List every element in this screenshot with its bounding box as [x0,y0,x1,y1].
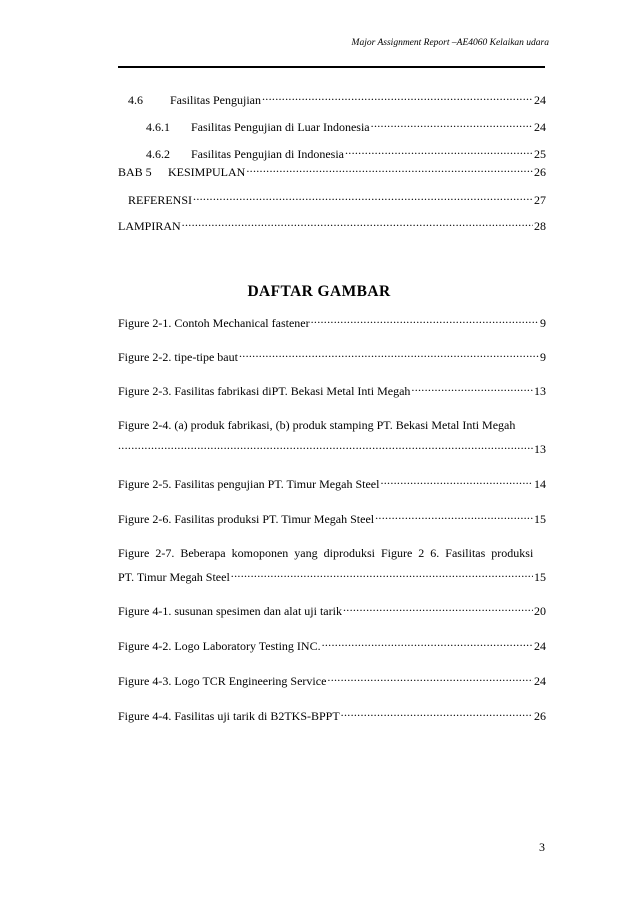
figure-leader [322,638,533,650]
figure-entry [118,511,546,527]
toc-number: 4.6.1 [146,120,170,134]
toc-page: 26 [534,165,546,179]
figure-page: 9 [540,350,546,364]
toc-leader [371,119,533,131]
figure-entry [118,349,546,365]
figure-caption-text: Figure 2-7. Beberapa komoponen yang diproduksi Figure 2 6. Fasilitas produksi [118,546,534,560]
figure-leader [311,315,539,327]
toc-page: 24 [534,120,546,134]
figure-entry [118,569,546,585]
toc-number: BAB 5 [118,165,152,179]
toc-entry [118,164,546,180]
toc-page: 27 [534,193,546,207]
toc-leader [182,218,533,230]
figure-page: 15 [534,570,546,584]
figures-heading: DAFTAR GAMBAR [247,283,391,300]
figure-page: 24 [534,674,546,688]
figure-caption-line: Figure 2-4. (a) produk fabrikasi, (b) produk stamping PT. Bekasi Metal Inti Megah [118,418,516,432]
figure-leader [239,349,539,361]
figure-leader [375,511,533,523]
figure-caption: Figure 4-3. Logo TCR Engineering Service [118,674,327,688]
figure-leader [231,569,533,581]
toc-title: Fasilitas Pengujian [170,93,261,107]
figure-caption: Figure 4-1. susunan spesimen dan alat uji tarik [118,604,342,618]
toc-leader [193,192,533,204]
figure-page: 15 [534,512,546,526]
toc-leader [345,146,533,158]
figure-leader [118,441,533,453]
figure-page: 20 [534,604,546,618]
page-number: 3 [539,840,545,854]
toc-entry [118,92,546,108]
figure-page: 13 [534,442,546,456]
figure-leader [380,476,533,488]
toc-number: 4.6 [128,93,143,107]
figure-caption: Figure 2-2. tipe-tipe baut [118,350,238,364]
figure-entry [118,441,546,457]
toc-entry [118,192,546,208]
toc-number: 4.6.2 [146,147,170,161]
figure-page: 26 [534,709,546,723]
figure-caption: PT. Timur Megah Steel [118,570,230,584]
figure-caption: Figure 2-3. Fasilitas fabrikasi diPT. Bekasi Metal Inti Megah [118,384,411,398]
toc-title: REFERENSI [128,193,193,207]
figure-caption-line [118,546,546,561]
toc-entry [146,119,546,135]
figure-page: 24 [534,639,546,653]
figure-entry [118,638,546,654]
toc-title: KESIMPULAN [168,165,246,179]
toc-title: Fasilitas Pengujian di Luar Indonesia [191,120,370,134]
figure-leader [411,383,533,395]
toc-page: 28 [534,219,546,233]
figure-leader [341,708,533,720]
figure-entry [118,673,546,689]
figure-caption: Figure 4-4. Fasilitas uji tarik di B2TKS-BPPT [118,709,340,723]
figure-leader [327,673,533,685]
figure-entry [118,383,546,399]
figure-entry [118,476,546,492]
toc-page: 25 [534,147,546,161]
figure-caption: Figure 2-6. Fasilitas produksi PT. Timur Megah Steel [118,512,375,526]
figure-entry [118,603,546,619]
running-header: Major Assignment Report –AE4060 Kelaikan udara [351,38,549,48]
toc-leader [262,92,533,104]
toc-page: 24 [534,93,546,107]
toc-title: Fasilitas Pengujian di Indonesia [191,147,344,161]
figure-entry [118,315,546,331]
figure-page: 14 [534,477,546,491]
header-rule [118,66,545,68]
toc-entry [118,218,546,234]
toc-title: LAMPIRAN [118,219,181,233]
figure-leader [343,603,533,615]
figure-caption: Figure 2-1. Contoh Mechanical fastener [118,316,310,330]
toc-entry [146,146,546,162]
figure-entry [118,708,546,724]
toc-leader [246,164,533,176]
figure-page: 9 [540,316,546,330]
figure-page: 13 [534,384,546,398]
figure-caption: Figure 2-5. Fasilitas pengujian PT. Timur Megah Steel [118,477,380,491]
figure-caption: Figure 4-2. Logo Laboratory Testing INC. [118,639,321,653]
